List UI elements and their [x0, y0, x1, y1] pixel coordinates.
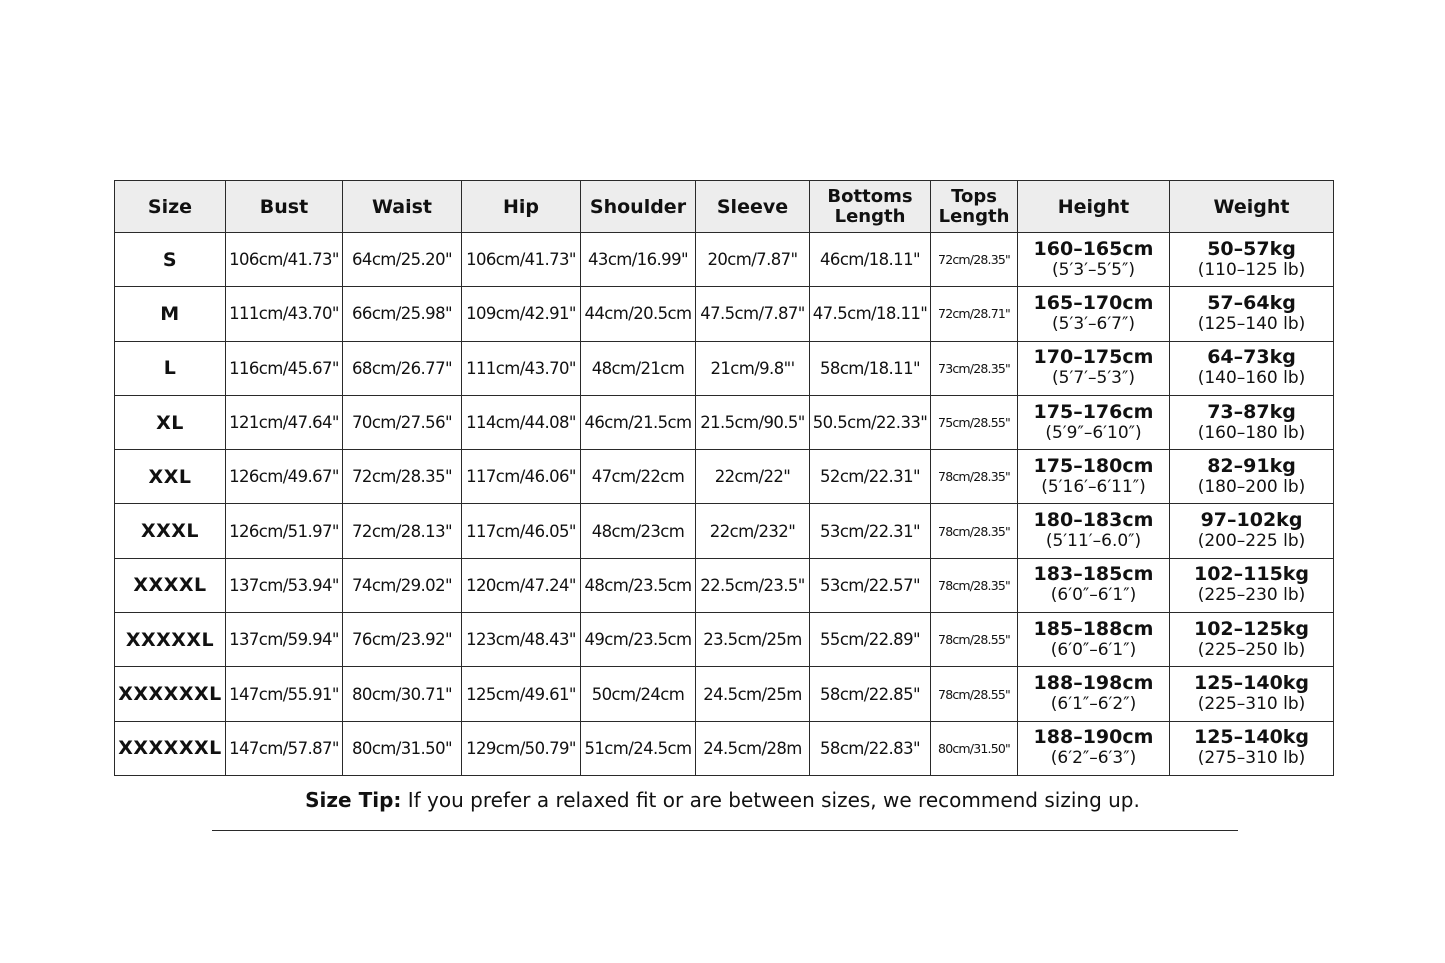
height-imperial: (5′16′–6′11″)	[1041, 476, 1146, 497]
weight-cell	[1170, 721, 1334, 775]
weight-cell	[1170, 613, 1334, 667]
height-imperial: (5′7′–5′3″)	[1052, 368, 1135, 389]
waist-cell: 64cm/25.20"	[343, 233, 462, 287]
bust-cell: 126cm/49.67"	[226, 450, 343, 504]
weight-cell	[1170, 233, 1334, 287]
sleeve-cell: 24.5cm/25m	[696, 667, 810, 721]
shoulder-cell: 48cm/21cm	[581, 341, 696, 395]
height-metric: 188–190cm	[1033, 726, 1154, 749]
height-metric: 175–180cm	[1033, 454, 1154, 477]
height-imperial: (5′11′–6.0″)	[1045, 531, 1142, 552]
height-imperial: (5′3′–5′5″)	[1052, 259, 1135, 280]
sleeve-cell: 24.5cm/28m	[696, 721, 810, 775]
height-cell	[1018, 233, 1170, 287]
height-cell	[1018, 613, 1170, 667]
header-weight: Weight	[1170, 181, 1334, 233]
height-cell	[1018, 504, 1170, 558]
header-size: Size	[115, 181, 226, 233]
bottoms-length-cell: 58cm/22.85"	[810, 667, 931, 721]
shoulder-cell: 47cm/22cm	[581, 450, 696, 504]
hip-cell: 109cm/42.91"	[462, 287, 581, 341]
size-cell: S	[115, 233, 226, 287]
weight-lb: (125–140 lb)	[1197, 313, 1306, 334]
header-shoulder: Shoulder	[581, 181, 696, 233]
height-metric: 188–198cm	[1033, 672, 1154, 695]
bottoms-length-cell: 46cm/18.11"	[810, 233, 931, 287]
waist-cell: 74cm/29.02"	[343, 558, 462, 612]
bust-cell: 147cm/57.87"	[226, 721, 343, 775]
bust-cell: 137cm/59.94"	[226, 613, 343, 667]
weight-kg: 73–87kg	[1207, 400, 1296, 423]
tops-length-cell: 78cm/28.35"	[931, 450, 1018, 504]
height-cell	[1018, 341, 1170, 395]
weight-cell	[1170, 558, 1334, 612]
table-row	[115, 233, 1334, 287]
table-row	[115, 721, 1334, 775]
waist-cell: 72cm/28.13"	[343, 504, 462, 558]
hip-cell: 117cm/46.05"	[462, 504, 581, 558]
bust-cell: 147cm/55.91"	[226, 667, 343, 721]
weight-lb: (110–125 lb)	[1197, 259, 1306, 280]
height-cell	[1018, 450, 1170, 504]
weight-cell	[1170, 667, 1334, 721]
bottoms-length-cell: 47.5cm/18.11"	[810, 287, 931, 341]
height-imperial: (6′0″–6′1″)	[1050, 585, 1137, 606]
sleeve-cell: 22cm/22"	[696, 450, 810, 504]
bottoms-length-cell: 58cm/18.11"	[810, 341, 931, 395]
table-row	[115, 450, 1334, 504]
size-chart-table	[114, 180, 1334, 776]
size-cell: L	[115, 341, 226, 395]
size-tip	[0, 788, 1445, 812]
sleeve-cell: 22.5cm/23.5"	[696, 558, 810, 612]
hip-cell: 125cm/49.61"	[462, 667, 581, 721]
weight-kg: 102–125kg	[1193, 617, 1310, 640]
table-row	[115, 613, 1334, 667]
size-cell: XXXXXL	[115, 613, 226, 667]
bottoms-length-cell: 50.5cm/22.33"	[810, 395, 931, 449]
shoulder-cell: 50cm/24cm	[581, 667, 696, 721]
bottoms-length-cell: 58cm/22.83"	[810, 721, 931, 775]
tops-length-cell: 72cm/28.35"	[931, 233, 1018, 287]
weight-kg: 102–115kg	[1193, 563, 1310, 586]
weight-cell	[1170, 450, 1334, 504]
shoulder-cell: 43cm/16.99"	[581, 233, 696, 287]
height-metric: 160–165cm	[1033, 237, 1154, 260]
height-imperial: (6′1″–6′2″)	[1050, 694, 1137, 715]
height-metric: 165–170cm	[1033, 291, 1154, 314]
bust-cell: 126cm/51.97"	[226, 504, 343, 558]
size-cell: XXL	[115, 450, 226, 504]
sleeve-cell: 23.5cm/25m	[696, 613, 810, 667]
height-metric: 180–183cm	[1033, 509, 1154, 532]
waist-cell: 66cm/25.98"	[343, 287, 462, 341]
size-cell: XL	[115, 395, 226, 449]
waist-cell: 72cm/28.35"	[343, 450, 462, 504]
weight-kg: 57–64kg	[1207, 291, 1296, 314]
weight-lb: (180–200 lb)	[1197, 476, 1306, 497]
hip-cell: 117cm/46.06"	[462, 450, 581, 504]
height-metric: 185–188cm	[1033, 617, 1154, 640]
hip-cell: 114cm/44.08"	[462, 395, 581, 449]
table-row	[115, 504, 1334, 558]
weight-lb: (225–250 lb)	[1197, 639, 1306, 660]
weight-lb: (225–310 lb)	[1197, 694, 1306, 715]
height-metric: 175–176cm	[1033, 400, 1154, 423]
weight-cell	[1170, 287, 1334, 341]
divider	[212, 830, 1238, 831]
sleeve-cell: 20cm/7.87"	[696, 233, 810, 287]
weight-kg: 82–91kg	[1207, 454, 1296, 477]
weight-kg: 50–57kg	[1207, 237, 1296, 260]
height-cell	[1018, 287, 1170, 341]
height-imperial: (6′2″–6′3″)	[1050, 748, 1137, 769]
weight-cell	[1170, 341, 1334, 395]
table-row	[115, 341, 1334, 395]
weight-cell	[1170, 504, 1334, 558]
weight-lb: (225–230 lb)	[1197, 585, 1306, 606]
bust-cell: 111cm/43.70"	[226, 287, 343, 341]
header-tops-length: Tops Length	[931, 181, 1018, 233]
bust-cell: 106cm/41.73"	[226, 233, 343, 287]
height-cell	[1018, 558, 1170, 612]
size-cell: XXXL	[115, 504, 226, 558]
weight-kg: 97–102kg	[1200, 509, 1303, 532]
weight-lb: (275–310 lb)	[1197, 748, 1306, 769]
height-imperial: (5′3′–6′7″)	[1052, 313, 1135, 334]
height-cell	[1018, 667, 1170, 721]
size-cell: XXXXXXL	[115, 667, 226, 721]
bust-cell: 116cm/45.67"	[226, 341, 343, 395]
sleeve-cell: 47.5cm/7.87"	[696, 287, 810, 341]
header-row	[115, 181, 1334, 233]
tops-length-cell: 78cm/28.55"	[931, 613, 1018, 667]
tops-length-cell: 75cm/28.55"	[931, 395, 1018, 449]
height-cell	[1018, 721, 1170, 775]
size-tip-label: Size Tip:	[305, 788, 402, 812]
table-row	[115, 558, 1334, 612]
height-imperial: (6′0″–6′1″)	[1050, 639, 1137, 660]
shoulder-cell: 48cm/23cm	[581, 504, 696, 558]
shoulder-cell: 46cm/21.5cm	[581, 395, 696, 449]
size-cell: M	[115, 287, 226, 341]
bottoms-length-cell: 53cm/22.31"	[810, 504, 931, 558]
size-tip-text: If you prefer a relaxed fit or are between sizes, we recommend sizing up.	[401, 788, 1140, 812]
weight-lb: (200–225 lb)	[1197, 531, 1306, 552]
tops-length-cell: 73cm/28.35"	[931, 341, 1018, 395]
header-height: Height	[1018, 181, 1170, 233]
header-hip: Hip	[462, 181, 581, 233]
shoulder-cell: 48cm/23.5cm	[581, 558, 696, 612]
tops-length-cell: 78cm/28.55"	[931, 667, 1018, 721]
weight-kg: 64–73kg	[1207, 346, 1296, 369]
tops-length-cell: 80cm/31.50"	[931, 721, 1018, 775]
shoulder-cell: 51cm/24.5cm	[581, 721, 696, 775]
hip-cell: 129cm/50.79"	[462, 721, 581, 775]
tops-length-cell: 78cm/28.35"	[931, 558, 1018, 612]
waist-cell: 70cm/27.56"	[343, 395, 462, 449]
table-row	[115, 667, 1334, 721]
hip-cell: 123cm/48.43"	[462, 613, 581, 667]
tops-length-cell: 78cm/28.35"	[931, 504, 1018, 558]
height-imperial: (5′9″–6′10″)	[1045, 422, 1142, 443]
sleeve-cell: 22cm/232"	[696, 504, 810, 558]
shoulder-cell: 49cm/23.5cm	[581, 613, 696, 667]
hip-cell: 111cm/43.70"	[462, 341, 581, 395]
height-metric: 170–175cm	[1033, 346, 1154, 369]
bust-cell: 137cm/53.94"	[226, 558, 343, 612]
sleeve-cell: 21.5cm/90.5"	[696, 395, 810, 449]
height-metric: 183–185cm	[1033, 563, 1154, 586]
tops-length-cell: 72cm/28.71"	[931, 287, 1018, 341]
hip-cell: 106cm/41.73"	[462, 233, 581, 287]
weight-kg: 125–140kg	[1193, 672, 1310, 695]
table-row	[115, 287, 1334, 341]
bottoms-length-cell: 52cm/22.31"	[810, 450, 931, 504]
weight-lb: (140–160 lb)	[1197, 368, 1306, 389]
header-waist: Waist	[343, 181, 462, 233]
waist-cell: 80cm/31.50"	[343, 721, 462, 775]
hip-cell: 120cm/47.24"	[462, 558, 581, 612]
shoulder-cell: 44cm/20.5cm	[581, 287, 696, 341]
waist-cell: 80cm/30.71"	[343, 667, 462, 721]
size-cell: XXXXXXL	[115, 721, 226, 775]
table-row	[115, 395, 1334, 449]
bust-cell: 121cm/47.64"	[226, 395, 343, 449]
height-cell	[1018, 395, 1170, 449]
header-bust: Bust	[226, 181, 343, 233]
header-bottoms-length: Bottoms Length	[810, 181, 931, 233]
weight-cell	[1170, 395, 1334, 449]
size-cell: XXXXL	[115, 558, 226, 612]
header-sleeve: Sleeve	[696, 181, 810, 233]
waist-cell: 76cm/23.92"	[343, 613, 462, 667]
weight-kg: 125–140kg	[1193, 726, 1310, 749]
weight-lb: (160–180 lb)	[1197, 422, 1306, 443]
bottoms-length-cell: 53cm/22.57"	[810, 558, 931, 612]
sleeve-cell: 21cm/9.8"'	[696, 341, 810, 395]
bottoms-length-cell: 55cm/22.89"	[810, 613, 931, 667]
waist-cell: 68cm/26.77"	[343, 341, 462, 395]
